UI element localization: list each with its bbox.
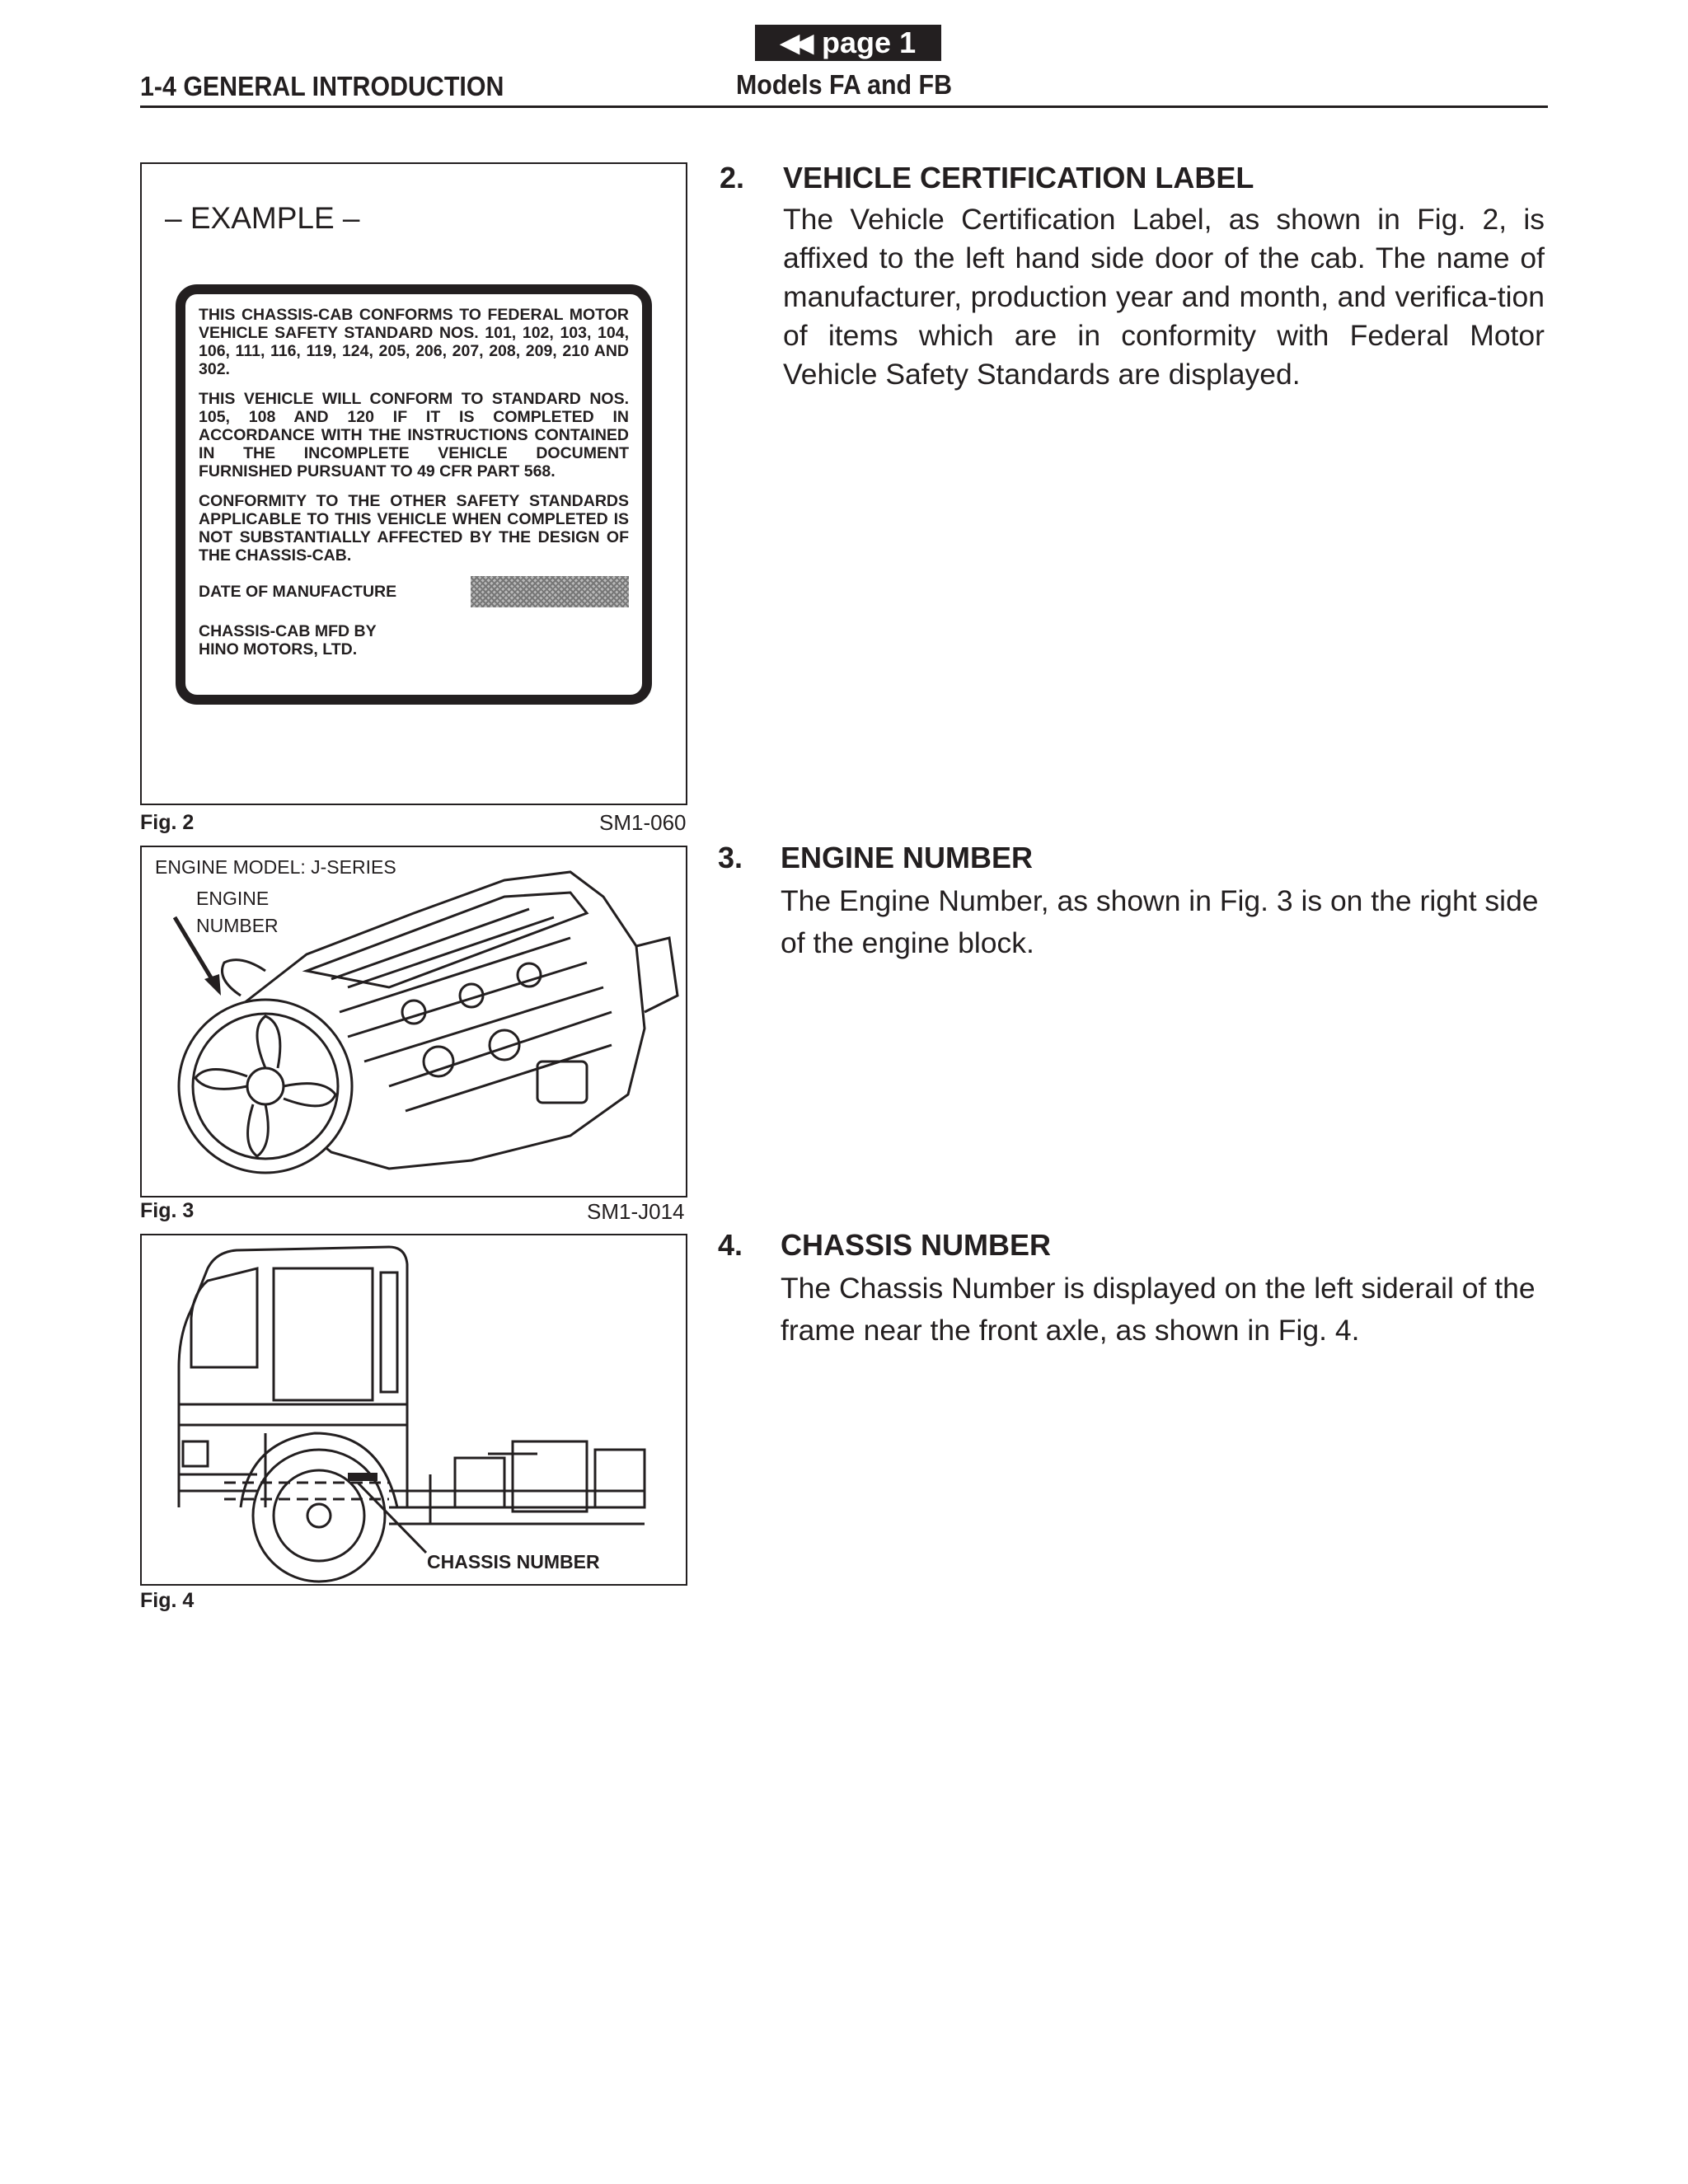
section-3-body: The Engine Number, as shown in Fig. 3 is on the right side of the engine block.: [781, 884, 1539, 959]
engine-callout-line-2: NUMBER: [196, 915, 279, 936]
date-of-manufacture-label: DATE OF MANUFACTURE: [199, 583, 397, 601]
mfd-by-line-1: CHASSIS-CAB MFD BY: [199, 622, 377, 640]
cert-paragraph-1: THIS CHASSIS-CAB CONFORMS TO FEDERAL MOTOR VEHICLE SAFETY STANDARD NOS. 101, 102, 103, 104, 106, 111, 116, 119, 124, 205, 206, 207, 208, 209, 210 AND 302.: [199, 306, 629, 378]
engine-callout-line-1: ENGINE: [196, 888, 270, 909]
section-2-number: 2.: [720, 161, 745, 194]
section-2-body: The Vehicle Certification Label, as shown in Fig. 2, is affixed to the left hand side door of the cab. The name of manufacturer, production year and month, and verifica-tion of items which are in conformity with Federal Motor Vehicle Safety Standards are displayed.: [783, 203, 1545, 391]
vehicle-certification-label: [176, 284, 652, 705]
models-heading: Models FA and FB: [736, 69, 953, 100]
engine-model-caption: ENGINE MODEL: J-SERIES: [155, 856, 396, 878]
fig-2-label: Fig. 2: [140, 811, 195, 834]
engine-drawing: [142, 847, 686, 1196]
chassis-number-callout: CHASSIS NUMBER: [427, 1551, 600, 1572]
double-left-arrow-icon: ◀◀: [780, 29, 809, 57]
section-heading: 1-4 GENERAL INTRODUCTION: [140, 71, 504, 101]
fig-3-label: Fig. 3: [140, 1199, 195, 1222]
page-1-button[interactable]: [755, 25, 941, 61]
mfd-by-line-2: HINO MOTORS, LTD.: [199, 640, 358, 658]
page-button-label: page 1: [822, 26, 917, 59]
date-pattern-box: [471, 576, 629, 607]
section-4-number: 4.: [718, 1228, 743, 1262]
fig-2-code: SM1-060: [599, 810, 687, 835]
truck-chassis-drawing: [142, 1235, 686, 1584]
cert-paragraph-3: CONFORMITY TO THE OTHER SAFETY STANDARDS APPLICABLE TO THIS VEHICLE WHEN COMPLETED IS NOT SUBSTANTIALLY AFFECTED BY THE DESIGN OF THE CHASSIS-CAB.: [199, 492, 629, 565]
section-4-title: CHASSIS NUMBER: [781, 1228, 1052, 1262]
example-caption: – EXAMPLE –: [165, 201, 360, 235]
section-3-number: 3.: [718, 841, 743, 874]
date-of-manufacture-row: [199, 576, 629, 607]
section-4-body: The Chassis Number is displayed on the left siderail of the frame near the front axle, as shown in Fig. 4.: [781, 1272, 1536, 1347]
fig-3-code: SM1-J014: [587, 1199, 685, 1224]
fig-4-label: Fig. 4: [140, 1589, 195, 1612]
cert-paragraph-2: THIS VEHICLE WILL CONFORM TO STANDARD NOS. 105, 108 AND 120 IF IT IS COMPLETED IN ACCORDANCE WITH THE INSTRUCTIONS CONTAINED IN THE INCOMPLETE VEHICLE DOCUMENT FURNISHED PURSUANT TO 49 CFR PART 568.: [199, 390, 629, 480]
section-3-title: ENGINE NUMBER: [781, 841, 1034, 874]
header-rule: [140, 105, 1548, 108]
section-2-title: VEHICLE CERTIFICATION LABEL: [783, 161, 1254, 194]
